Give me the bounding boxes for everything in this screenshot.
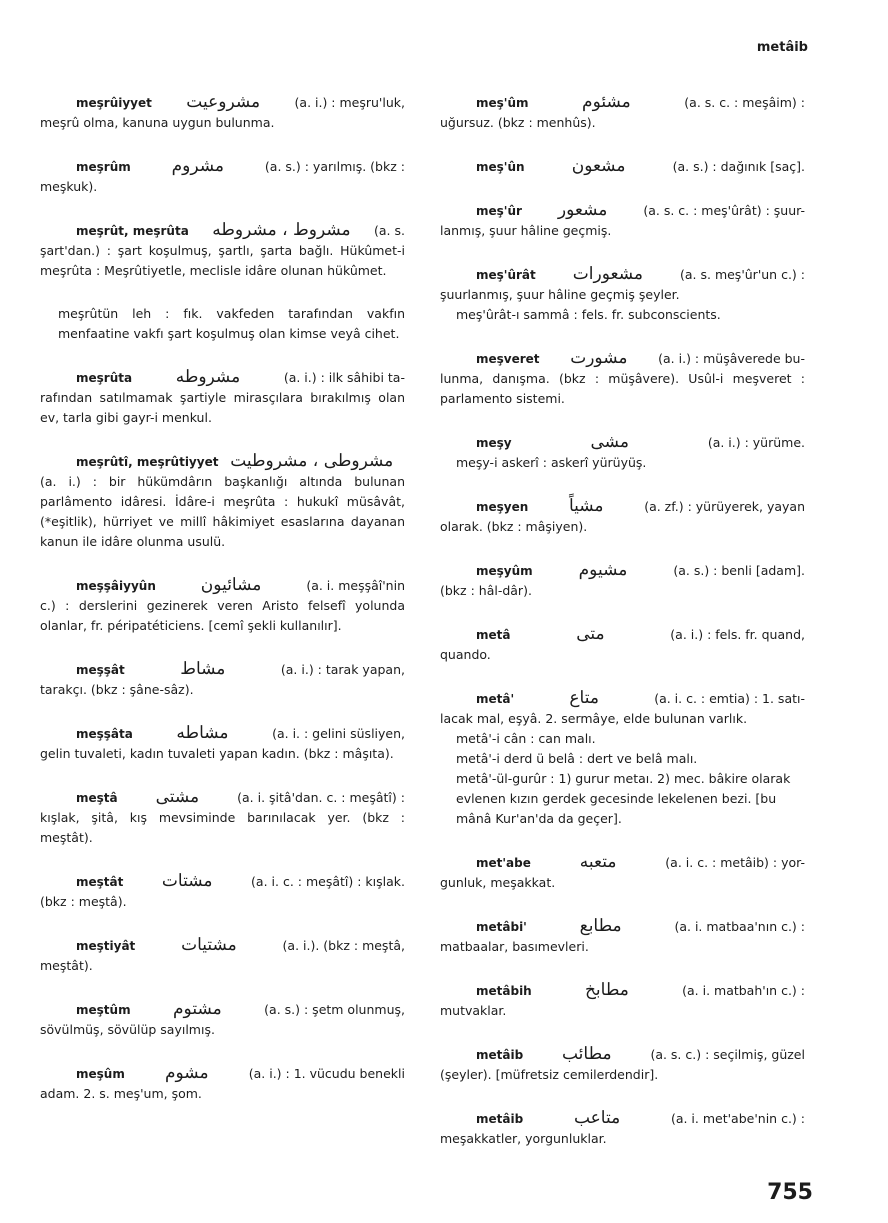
- headword: meş'ûr: [476, 204, 522, 218]
- entry-first-line: [40, 156, 405, 177]
- definition-text: rafından satılmamak şartiyle mirasçılara bırakılmış olan ev, tarla gibi gayr-i menkul.: [40, 390, 405, 425]
- arabic-spelling: مطابع: [579, 916, 622, 936]
- grammar-note: (a. i.) : ilk sâhibi ta-: [283, 370, 405, 385]
- entry-first-line: [40, 659, 405, 680]
- arabic-spelling: مشروم: [171, 156, 225, 176]
- dictionary-entry: [440, 916, 805, 957]
- definition-text: uğursuz. (bkz : menhûs).: [440, 115, 596, 130]
- dictionary-entry: [440, 200, 805, 241]
- headword: metâbi': [476, 920, 527, 934]
- entry-first-line: [440, 916, 805, 937]
- grammar-note: (a. s. meş'ûr'un c.) :: [680, 267, 805, 282]
- sub-entry: meşy-i askerî : askerî yürüyüş.: [456, 455, 647, 470]
- entry-first-line: [40, 451, 405, 472]
- dictionary-entry: [40, 659, 405, 700]
- grammar-note: (a. i. c. : emtia) : 1. satı-: [654, 691, 805, 706]
- sub-entry: metâ'-i cân : can malı.: [456, 731, 596, 746]
- page-number: 755: [767, 1180, 813, 1205]
- entry-first-line: [40, 871, 405, 892]
- headword: metâib: [476, 1048, 524, 1062]
- grammar-note: (a. s. c. : meş'ûrât) : şuur-: [643, 203, 805, 218]
- arabic-spelling: مشتی: [155, 787, 200, 807]
- grammar-note: (a. i.) : tarak yapan,: [280, 662, 405, 677]
- entry-first-line: [40, 367, 405, 388]
- grammar-note: (a. s.) : yarılmış. (bkz :: [264, 159, 405, 174]
- arabic-spelling: مشروطه: [175, 367, 241, 387]
- arabic-spelling: مشروط ، مشروطه: [212, 220, 351, 240]
- headword: meştâ: [76, 791, 118, 805]
- definition-text: adam. 2. s. meş'um, şom.: [40, 1086, 202, 1101]
- entry-first-line: [40, 92, 405, 113]
- dictionary-entry: [440, 1108, 805, 1149]
- dictionary-entry: [40, 787, 405, 848]
- grammar-note: (a. i.) : meşru'luk,: [294, 95, 405, 110]
- dictionary-entry: [440, 348, 805, 409]
- entry-first-line: [40, 1063, 405, 1084]
- arabic-spelling: مشيوم: [578, 560, 628, 580]
- definition-text: gelin tuvaleti, kadın tuvaleti yapan kadın. (bkz : mâşıta).: [40, 746, 394, 761]
- definition-text: meşrû olma, kanuna uygun bulunma.: [40, 115, 275, 130]
- grammar-note: (a. i.) : yürüme.: [707, 435, 805, 450]
- grammar-note: (a. i. matbaa'nın c.) :: [674, 919, 805, 934]
- grammar-note: (a. i. c. : metâib) : yor-: [665, 855, 805, 870]
- arabic-spelling: متاع: [569, 688, 599, 708]
- headword: metâ': [476, 692, 515, 706]
- definition-text: şuurlanmış, şuur hâline geçmiş şeyler.: [440, 287, 680, 302]
- dictionary-entry: [440, 432, 805, 473]
- dictionary-entry: [40, 92, 405, 133]
- right-column: [440, 92, 805, 1172]
- dictionary-entry: [440, 980, 805, 1021]
- definition-text: meşakkatler, yorgunluklar.: [440, 1131, 607, 1146]
- dictionary-entry: [40, 1063, 405, 1104]
- left-column: [40, 92, 405, 1127]
- entry-first-line: [440, 92, 805, 113]
- headword: meş'ûrât: [476, 268, 536, 282]
- definition-text: (bkz : meştâ).: [40, 894, 127, 909]
- definition-text: matbaalar, basımevleri.: [440, 939, 589, 954]
- grammar-note: (a. zf.) : yürüyerek, yayan: [644, 499, 805, 514]
- headword: metâib: [476, 1112, 524, 1126]
- grammar-note: (a. i.) : 1. vücudu benekli: [248, 1066, 405, 1081]
- headword: meşyen: [476, 500, 529, 514]
- definition-text: lacak mal, eşyâ. 2. sermâye, elde bulunan varlık.: [440, 711, 748, 726]
- headword: meşveret: [476, 352, 540, 366]
- dictionary-entry: [440, 560, 805, 601]
- headword: met'abe: [476, 856, 531, 870]
- arabic-spelling: مشئوم: [582, 92, 631, 112]
- entry-first-line: [440, 560, 805, 581]
- dictionary-entry: [440, 852, 805, 893]
- entry-first-line: [440, 852, 805, 873]
- dictionary-entry: [440, 92, 805, 133]
- definition-text: lunma, danışma. (bkz : müşâvere). Usûl-i meşveret : parlamento sistemi.: [440, 371, 805, 406]
- headword: metâbih: [476, 984, 532, 998]
- grammar-note: (a. s.) : şetm olunmuş,: [264, 1002, 405, 1017]
- dictionary-entry: [40, 935, 405, 976]
- dictionary-entry: [440, 264, 805, 325]
- headword: meşy: [476, 436, 512, 450]
- arabic-spelling: متاعب: [573, 1108, 621, 1128]
- definition-text: (bkz : hâl-dâr).: [440, 583, 532, 598]
- definition-text: (şeyler). [müfretsiz cemilerdendir].: [440, 1067, 659, 1082]
- arabic-spelling: مشاط: [180, 659, 226, 679]
- arabic-spelling: مشورت: [570, 348, 628, 368]
- grammar-note: (a. i.) : müşâverede bu-: [658, 351, 805, 366]
- definition-text: lanmış, şuur hâline geçmiş.: [440, 223, 612, 238]
- definition-text: tarakçı. (bkz : şâne-sâz).: [40, 682, 194, 697]
- entry-first-line: [440, 624, 805, 645]
- entry-first-line: [440, 496, 805, 517]
- arabic-spelling: مشائيون: [200, 575, 262, 595]
- headword: meştât: [76, 875, 124, 889]
- sub-entry: metâ'-i derd ü belâ : dert ve belâ malı.: [456, 751, 698, 766]
- dictionary-entry: [40, 220, 405, 281]
- dictionary-entry: [440, 496, 805, 537]
- grammar-note: (a. i.) : fels. fr. quand,: [670, 627, 805, 642]
- definition-text: mutvaklar.: [440, 1003, 507, 1018]
- arabic-spelling: مشعون: [571, 156, 626, 176]
- headword: meş'ûm: [476, 96, 529, 110]
- headword: meştûm: [76, 1003, 131, 1017]
- dictionary-entry: [40, 156, 405, 197]
- headword: meş'ûn: [476, 160, 525, 174]
- dictionary-entry: [40, 999, 405, 1040]
- entry-first-line: [40, 787, 405, 808]
- headword: meşrûm: [76, 160, 131, 174]
- entry-first-line: [440, 432, 805, 453]
- grammar-note: (a. s.) : dağınık [saç].: [672, 159, 805, 174]
- sub-entry: meş'ûrât-ı sammâ : fels. fr. subconscients.: [456, 307, 721, 322]
- definition-text: olarak. (bkz : mâşiyen).: [440, 519, 588, 534]
- definition-text: quando.: [440, 647, 491, 662]
- entry-first-line: [40, 575, 405, 596]
- headword: meştiyât: [76, 939, 136, 953]
- dictionary-entry: [40, 871, 405, 912]
- entry-first-line: [440, 980, 805, 1001]
- dictionary-entry: [440, 624, 805, 665]
- arabic-spelling: مشروعيت: [186, 92, 261, 112]
- definition-text: sövülmüş, sövülüp sayılmış.: [40, 1022, 215, 1037]
- definition-text: meştât).: [40, 958, 93, 973]
- headword: meşrût, meşrûta: [76, 224, 189, 238]
- definition-text: c.) : derslerini gezinerek veren Aristo felsefî yolunda olanlar, fr. péripatéticiens. [cemî şekli kullanılır].: [40, 598, 405, 633]
- definition-text: meşkuk).: [40, 179, 98, 194]
- entry-first-line: [440, 1044, 805, 1065]
- headword: meşşât: [76, 663, 125, 677]
- headword: meşşâiyyûn: [76, 579, 156, 593]
- definition-text: kışlak, şitâ, kış mevsiminde barınılacak yer. (bkz : meştât).: [40, 810, 405, 845]
- arabic-spelling: مشياً: [568, 496, 604, 516]
- arabic-spelling: مشی: [590, 432, 629, 452]
- arabic-spelling: مشتيات: [181, 935, 237, 955]
- definition-text: gunluk, meşakkat.: [440, 875, 556, 890]
- dictionary-entry: [440, 688, 805, 829]
- entry-first-line: [440, 264, 805, 285]
- arabic-spelling: متی: [576, 624, 605, 644]
- entry-first-line: [440, 1108, 805, 1129]
- grammar-note: (a. i. met'abe'nin c.) :: [670, 1111, 805, 1126]
- grammar-note: (a. i.). (bkz : meştâ,: [282, 938, 405, 953]
- definition-text: meşrûtün leh : fık. vakfeden tarafından vakfın menfaatine vakfı şart koşulmuş olan kimse veyâ cihet.: [58, 306, 405, 341]
- grammar-note: (a. i. c. : meşâtî) : kışlak.: [251, 874, 405, 889]
- entry-first-line: [40, 999, 405, 1020]
- headword: meşşâta: [76, 727, 133, 741]
- entry-first-line: [440, 348, 805, 369]
- dictionary-entry: [40, 367, 405, 428]
- arabic-spelling: مشاطه: [176, 723, 229, 743]
- headword: metâ: [476, 628, 511, 642]
- entry-first-line: [40, 220, 405, 241]
- entry-first-line: [440, 156, 805, 177]
- running-head: metâib: [756, 40, 808, 55]
- dictionary-entry: [40, 304, 405, 344]
- entry-first-line: [40, 935, 405, 956]
- headword: meşûm: [76, 1067, 125, 1081]
- arabic-spelling: مشعورات: [572, 264, 643, 284]
- arabic-spelling: مشعور: [557, 200, 608, 220]
- entry-first-line: [40, 723, 405, 744]
- dictionary-entry: [40, 451, 405, 552]
- dictionary-entry: [440, 1044, 805, 1085]
- arabic-spelling: مطائب: [561, 1044, 612, 1064]
- dictionary-entry: [40, 723, 405, 764]
- grammar-note: (a. i. : gelini süsliyen,: [272, 726, 405, 741]
- entry-first-line: [440, 688, 805, 709]
- arabic-spelling: مشوم: [165, 1063, 209, 1083]
- arabic-spelling: مشروطی ، مشروطيت: [230, 451, 394, 471]
- dictionary-entry: [40, 575, 405, 636]
- definition-text: (a. i.) : bir hükümdârın başkanlığı altında bulunan parlâmento idâresi. İdâre-i meşrûta : hukukî müsâvât, (*eşitlik), hürriyet ve millî hâkimiyet esaslarına dayanan kanun ile idâre olunma usulü.: [40, 474, 405, 549]
- headword: meşrûtî, meşrûtiyyet: [76, 455, 219, 469]
- grammar-note: (a. s. c.) : seçilmiş, güzel: [650, 1047, 805, 1062]
- definition-text: şart'dan.) : şart koşulmuş, şartlı, şarta bağlı. Hükûmet-i meşrûta : Meşrûtiyetle, meclisle idâre olunan hükûmet.: [40, 243, 405, 278]
- sub-entry: metâ'-ül-gurûr : 1) gurur metaı. 2) mec. bâkire olarak evlenen kızın gerdek gecesinde lekelenen bezi. [bu mânâ Kur'an'da da geçer].: [456, 771, 791, 826]
- headword: meşrûta: [76, 371, 133, 385]
- headword: meşrûiyyet: [76, 96, 152, 110]
- grammar-note: (a. s. c. : meşâim) :: [684, 95, 805, 110]
- arabic-spelling: متعبه: [579, 852, 617, 872]
- arabic-spelling: مطابخ: [584, 980, 629, 1000]
- dictionary-entry: [440, 156, 805, 177]
- entry-first-line: [440, 200, 805, 221]
- grammar-note: (a. i. matbah'ın c.) :: [682, 983, 805, 998]
- grammar-note: (a. i. meşşâî'nin: [306, 578, 405, 593]
- headword: meşyûm: [476, 564, 533, 578]
- grammar-note: (a. s.: [374, 223, 405, 238]
- arabic-spelling: مشتوم: [173, 999, 222, 1019]
- grammar-note: (a. i. şitâ'dan. c. : meşâtî) :: [237, 790, 405, 805]
- grammar-note: (a. s.) : benli [adam].: [673, 563, 805, 578]
- arabic-spelling: مشتات: [161, 871, 213, 891]
